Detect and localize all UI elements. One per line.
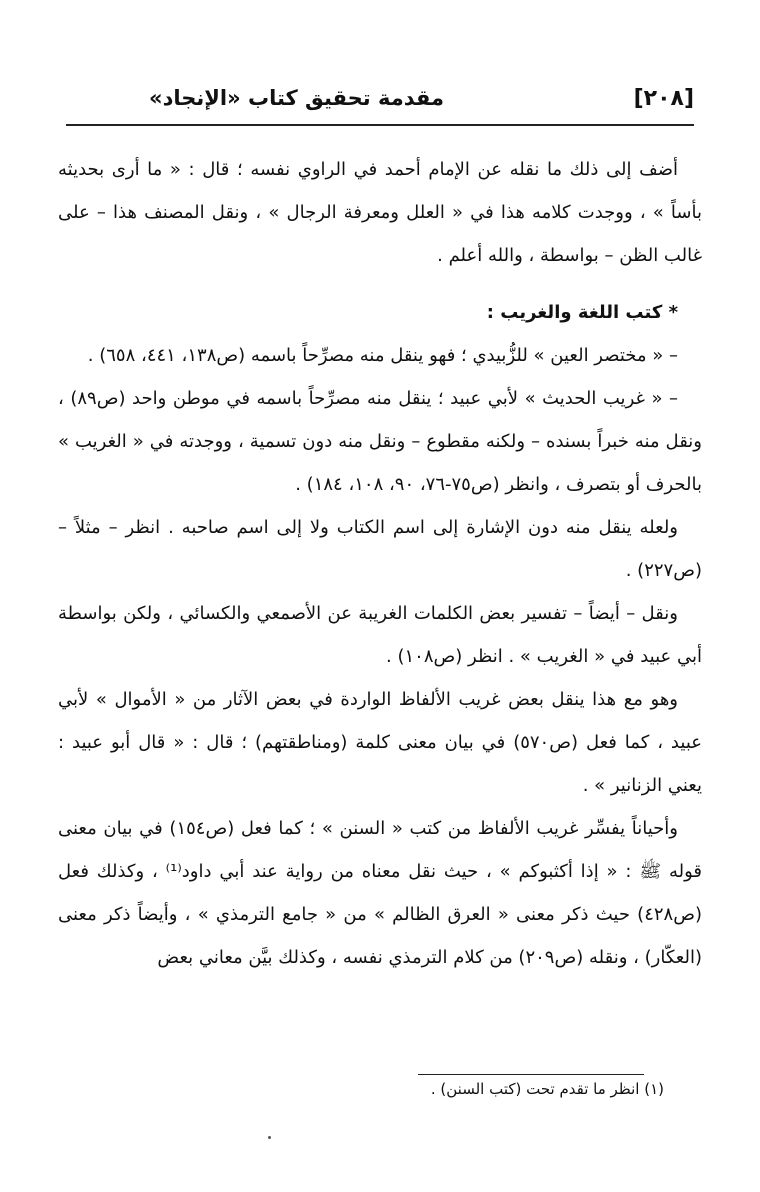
header-rule bbox=[66, 124, 694, 126]
page-number: [٢٠٨] bbox=[633, 86, 694, 111]
main-text bbox=[58, 148, 702, 979]
paragraph: وأحياناً يفسِّر غريب الألفاظ من كتب « السنن » ؛ كما فعل (ص١٥٤) في بيان معنى قوله ﷺ : « إذا أكثبوكم » ، حيث نقل معناه من رواية عند أبي داود⁽¹⁾ ، وكذلك فعل (ص٤٢٨) حيث ذكر معنى « العرق الظالم » من « جامع الترمذي » ، وأيضاً ذكر معنى (العكّار) ، ونقله (ص٢٠٩) من كلام الترمذي نفسه ، وكذلك بيَّن معاني بعض bbox=[58, 818, 702, 968]
paragraph: – « غريب الحديث » لأبي عبيد ؛ ينقل منه مصرِّحاً باسمه في موطن واحد (ص٨٩) ، ونقل منه خبراً بسنده – ولكنه مقطوع – ونقل منه دون تسمية ، ووجدته في « الغريب » بالحرف أو بتصرف ، وانظر (ص٧٥-٧٦، ٩٠، ١٠٨، ١٨٤) . bbox=[58, 388, 702, 495]
footnote-rule bbox=[418, 1074, 644, 1075]
paragraph: وهو مع هذا ينقل بعض غريب الألفاظ الواردة في بعض الآثار من « الأموال » لأبي عبيد ، كما فعل (ص٥٧٠) في بيان معنى كلمة (ومناطقتهم) ؛ قال : « قال أبو عبيد : يعني الزنانير » . bbox=[58, 689, 702, 796]
paragraph: أضف إلى ذلك ما نقله عن الإمام أحمد في الراوي نفسه ؛ قال : « ما أرى بحديثه بأساً » ، ووجدت كلامه هذا في « العلل ومعرفة الرجال » ، ونقل المصنف هذا – على غالب الظن – بواسطة ، والله أعلم . bbox=[58, 159, 702, 266]
paragraph: – « مختصر العين » للزُّبيدي ؛ فهو ينقل منه مصرِّحاً باسمه (ص١٣٨، ٤٤١، ٦٥٨) . bbox=[87, 345, 678, 366]
paragraph: ولعله ينقل منه دون الإشارة إلى اسم الكتاب ولا إلى اسم صاحبه . انظر – مثلاً – (ص٢٢٧) . bbox=[58, 517, 702, 581]
section-heading: * كتب اللغة والغريب : bbox=[486, 302, 678, 323]
paragraph: ونقل – أيضاً – تفسير بعض الكلمات الغريبة عن الأصمعي والكسائي ، ولكن بواسطة أبي عبيد في « الغريب » . انظر (ص١٠٨) . bbox=[58, 603, 702, 667]
page-mark bbox=[268, 1136, 271, 1139]
footnote: (١) انظر ما تقدم تحت (كتب السنن) . bbox=[430, 1080, 664, 1098]
running-header bbox=[66, 84, 694, 118]
running-title: مقدمة تحقيق كتاب «الإنجاد» bbox=[149, 86, 444, 110]
